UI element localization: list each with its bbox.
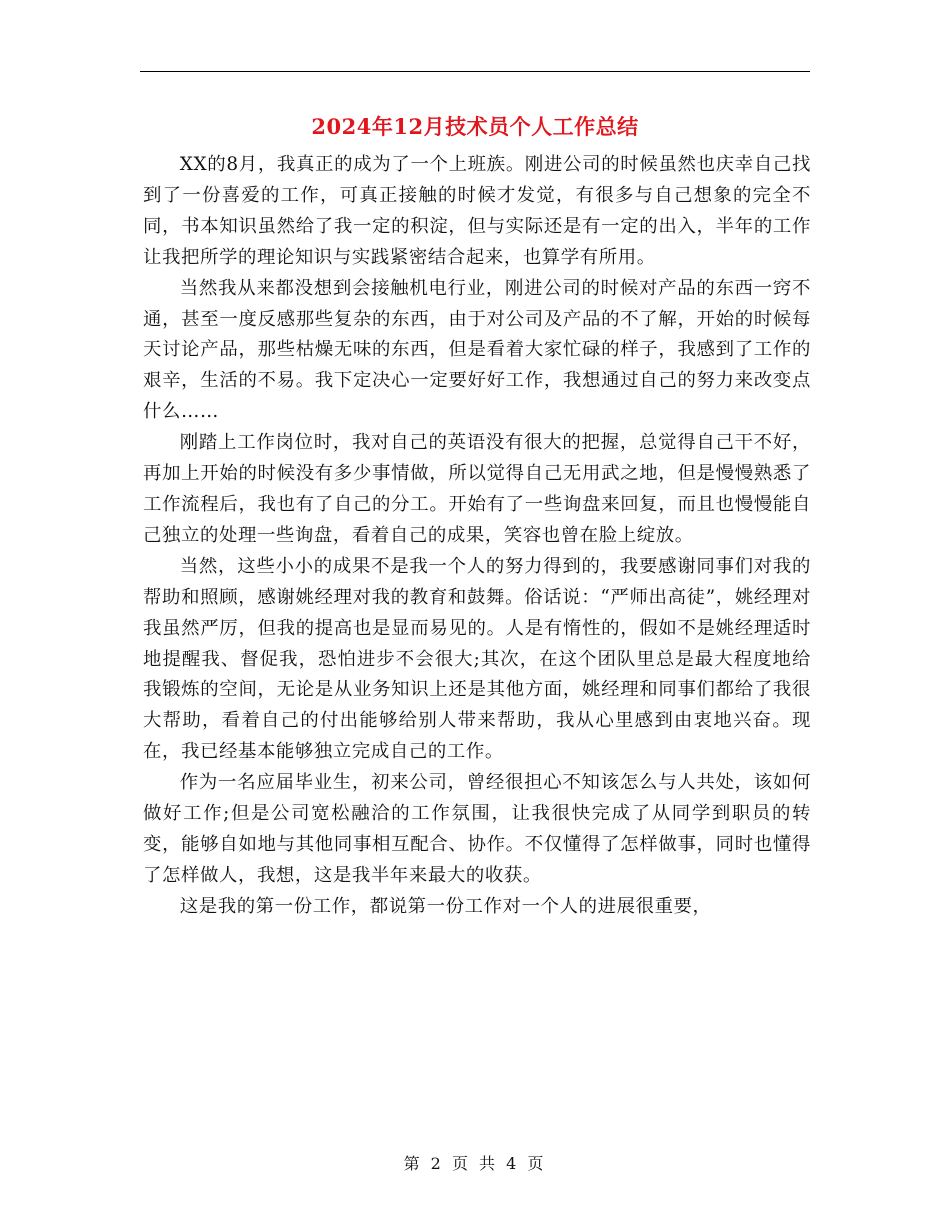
body-paragraph-2: 当然我从来都没想到会接触机电行业，刚进公司的时候对产品的东西一窍不通，甚至一度反感那些复杂的东西，由于对公司及产品的不了解，开始的时候每天讨论产品，那些枯燥无味的东西，但是看着大家忙碌的样子，我感到了工作的艰辛，生活的不易。我下定决心一定要好好工作，我想通过自己的努力来改变点什么…… bbox=[143, 277, 811, 423]
body-paragraph-6: 这是我的第一份工作，都说第一份工作对一个人的进展很重要， bbox=[179, 895, 712, 917]
body-paragraph-4: 当然，这些小小的成果不是我一个人的努力得到的，我要感谢同事们对我的帮助和照顾，感谢姚经理对我的教育和鼓舞。俗话说：“严师出高徒”，姚经理对我虽然严厉，但我的提高也是显而易见的。人是有惰性的，假如不是姚经理适时地提醒我、督促我，恐怕进步不会很大;其次，在这个团队里总是最大程度地给我锻炼的空间，无论是从业务知识上还是其他方面，姚经理和同事们都给了我很大帮助，看着自己的付出能够给别人带来帮助，我从心里感到由衷地兴奋。现在，我已经基本能够独立完成自己的工作。 bbox=[143, 555, 811, 763]
document-body bbox=[143, 150, 811, 923]
body-paragraph-5: 作为一名应届毕业生，初来公司，曾经很担心不知该怎么与人共处，该如何做好工作;但是公司宽松融洽的工作氛围，让我很快完成了从同学到职员的转变，能够自如地与其他同事相互配合、协作。不仅懂得了怎样做事，同时也懂得了怎样做人，我想，这是我半年来最大的收获。 bbox=[143, 772, 811, 886]
page-number-footer: 第 2 页 共 4 页 bbox=[403, 1154, 547, 1173]
body-paragraph-1: XX的8月，我真正的成为了一个上班族。刚进公司的时候虽然也庆幸自己找到了一份喜爱的工作，可真正接触的时候才发觉，有很多与自己想象的完全不同，书本知识虽然给了我一定的积淀，但与实际还是有一定的出入，半年的工作让我把所学的理论知识与实践紧密结合起来，也算学有所用。 bbox=[143, 154, 811, 268]
header-rule bbox=[140, 71, 810, 72]
body-paragraph-3: 刚踏上工作岗位时，我对自己的英语没有很大的把握，总觉得自己干不好，再加上开始的时候没有多少事情做，所以觉得自己无用武之地，但是慢慢熟悉了工作流程后，我也有了自己的分工。开始有了一些询盘来回复，而且也慢慢能自己独立的处理一些询盘，看着自己的成果，笑容也曾在脸上绽放。 bbox=[143, 432, 811, 546]
document-title: 2024年12月技术员个人工作总结 bbox=[311, 114, 639, 139]
